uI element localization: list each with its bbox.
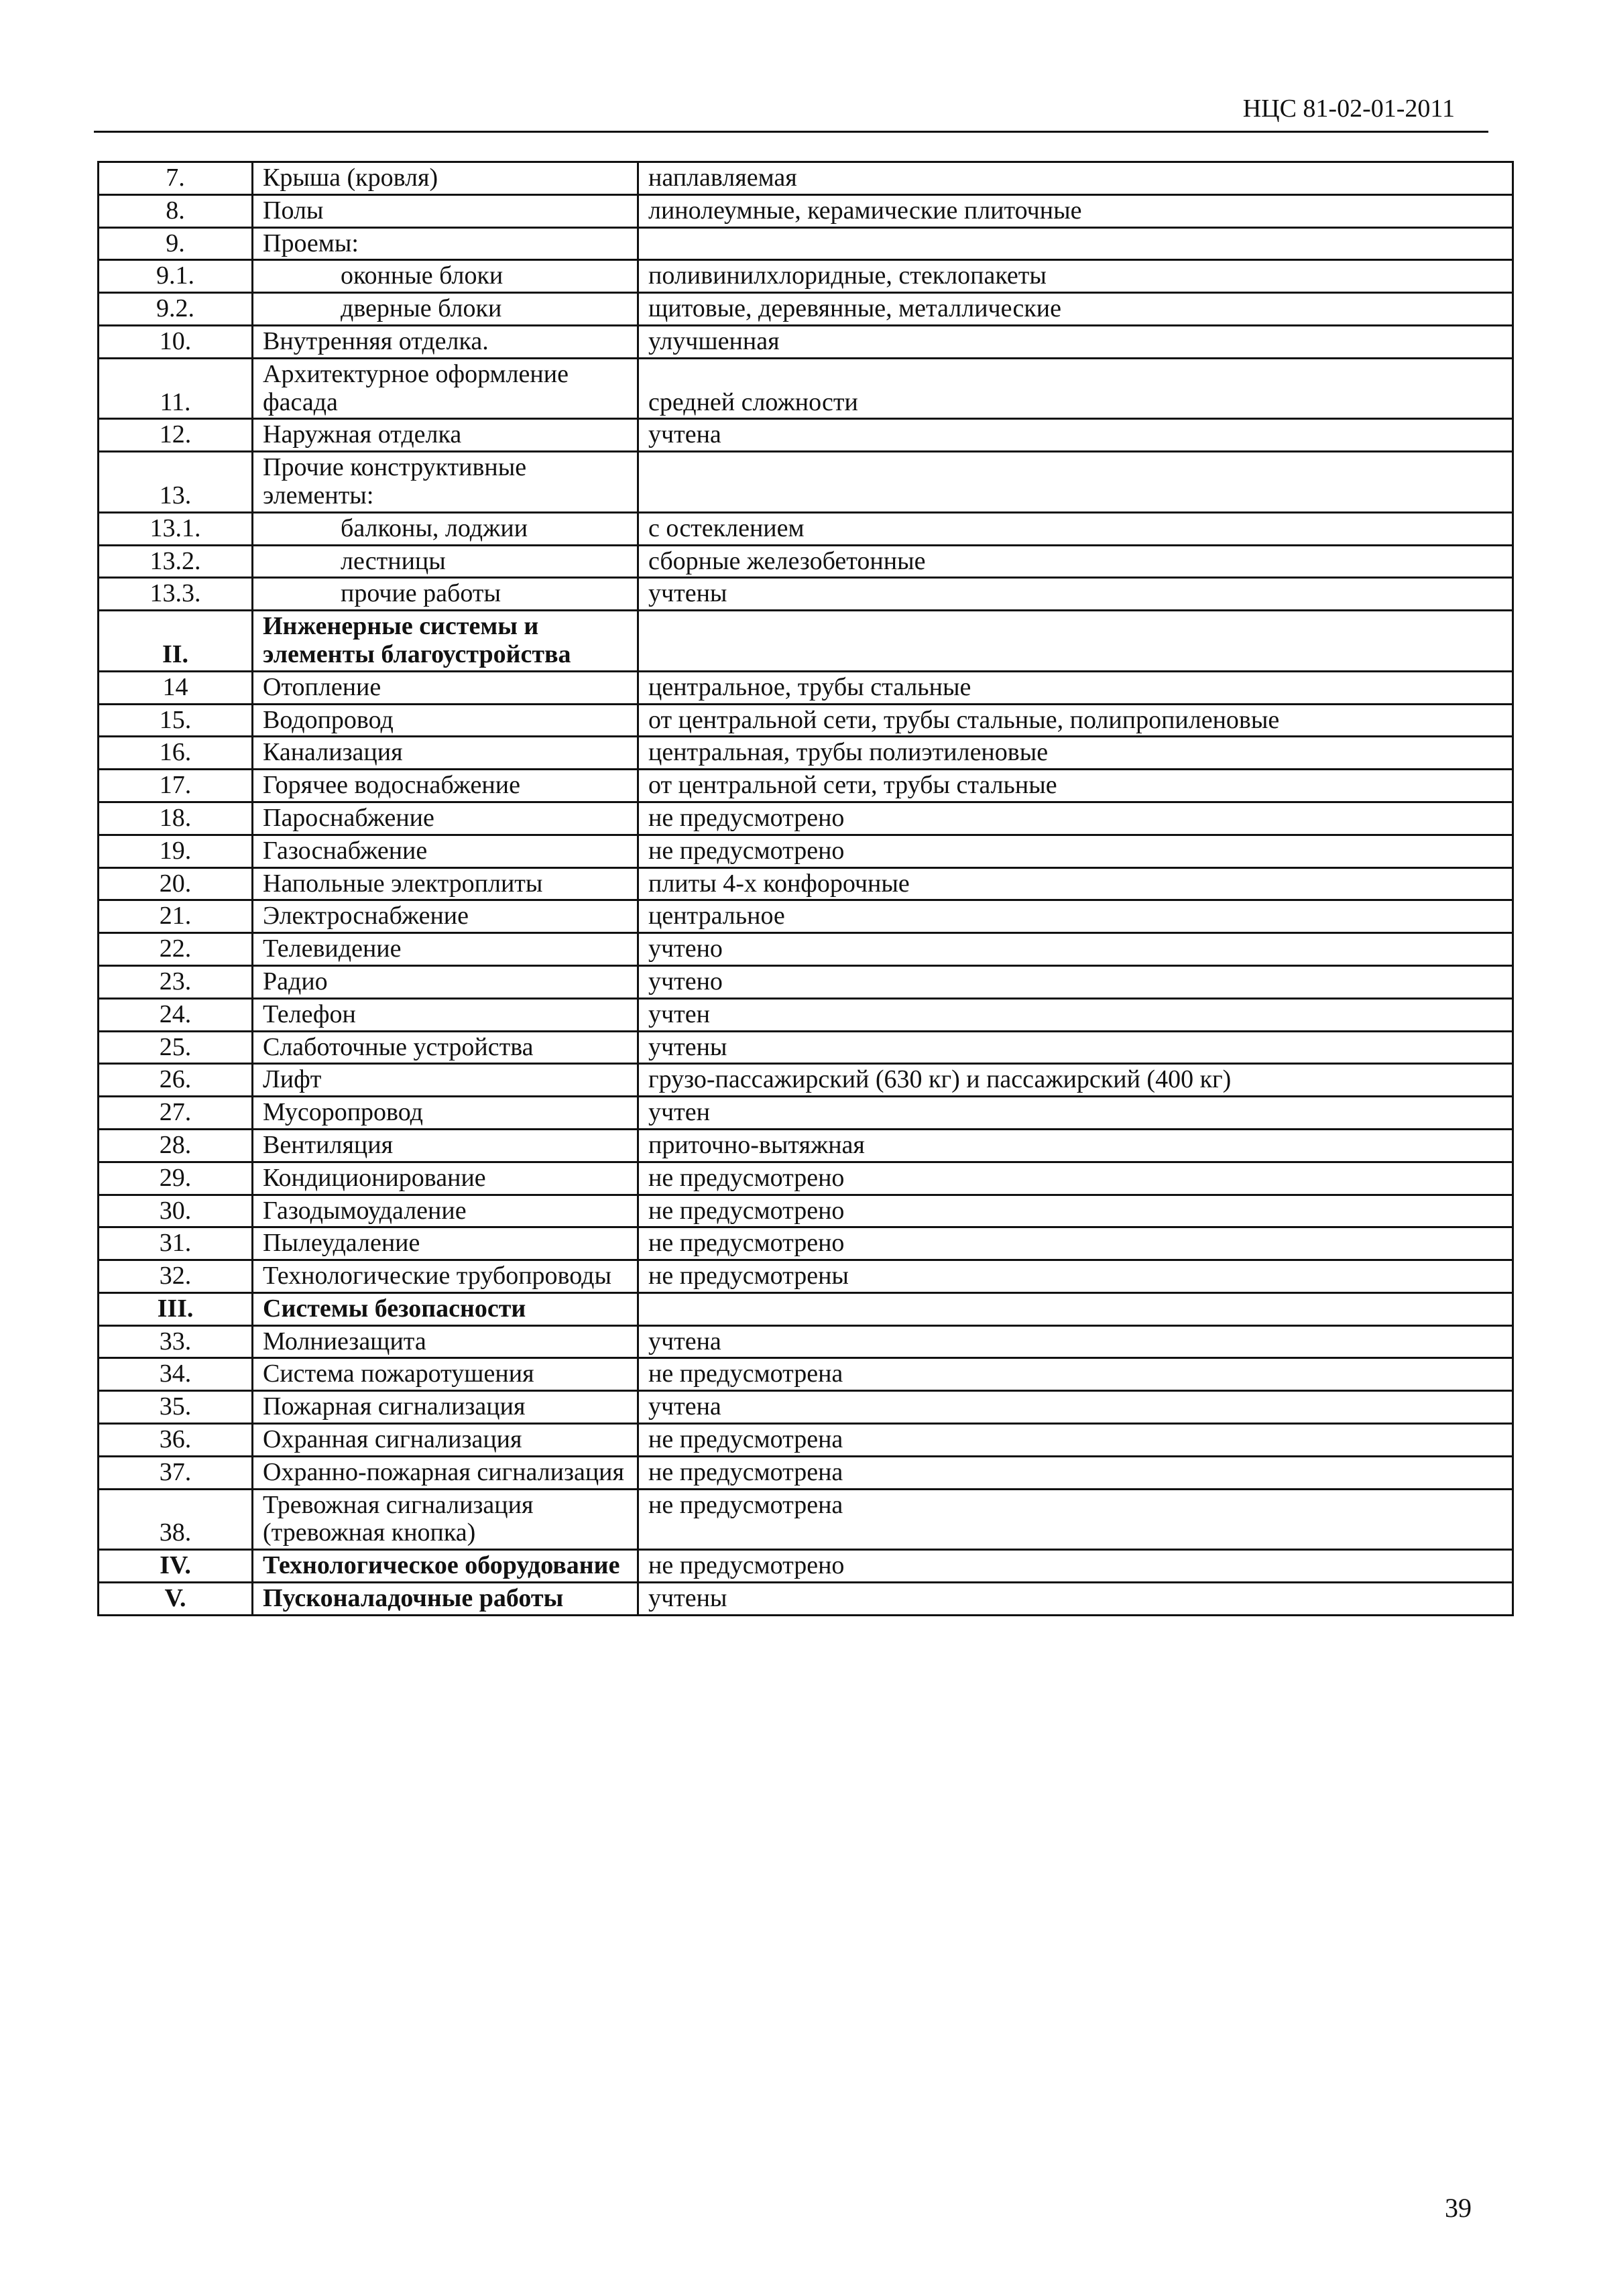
row-number: 14 (99, 671, 253, 704)
item-name: Вентиляция (253, 1129, 638, 1162)
item-value: учтены (638, 1031, 1513, 1064)
item-value: учтен (638, 1097, 1513, 1130)
item-name: Телевидение (253, 933, 638, 966)
row-number: 16. (99, 737, 253, 770)
item-name: Канализация (253, 737, 638, 770)
table-row (99, 293, 1513, 326)
item-value: центральное (638, 900, 1513, 933)
item-name: Пылеудаление (253, 1227, 638, 1260)
item-name: Внутренняя отделка. (253, 325, 638, 358)
item-value: не предусмотрены (638, 1260, 1513, 1293)
row-number: II. (99, 611, 253, 672)
item-name: Охранно-пожарная сигнализация (253, 1456, 638, 1489)
table-row (99, 227, 1513, 260)
item-value: приточно-вытяжная (638, 1129, 1513, 1162)
item-name: оконные блоки (253, 260, 638, 293)
table-row (99, 737, 1513, 770)
item-value: средней сложности (638, 358, 1513, 419)
item-value: учтен (638, 998, 1513, 1031)
item-value: от центральной сети, трубы стальные (638, 770, 1513, 802)
row-number: 27. (99, 1097, 253, 1130)
item-value: поливинилхлоридные, стеклопакеты (638, 260, 1513, 293)
row-number: 9. (99, 227, 253, 260)
table-row (99, 802, 1513, 835)
item-name: Кондиционирование (253, 1162, 638, 1195)
item-name: Пароснабжение (253, 802, 638, 835)
row-number: 25. (99, 1031, 253, 1064)
table-row (99, 1031, 1513, 1064)
item-name: Технологические трубопроводы (253, 1260, 638, 1293)
table-row (99, 1097, 1513, 1130)
item-value: учтена (638, 1325, 1513, 1358)
item-name: Отопление (253, 671, 638, 704)
row-number: V. (99, 1583, 253, 1616)
row-number: 11. (99, 358, 253, 419)
item-name: Телефон (253, 998, 638, 1031)
table-row (99, 965, 1513, 998)
table-row (99, 1292, 1513, 1325)
table-row (99, 1358, 1513, 1391)
table-row (99, 1489, 1513, 1550)
row-number: 24. (99, 998, 253, 1031)
item-name: Напольные электроплиты (253, 867, 638, 900)
table-row (99, 1325, 1513, 1358)
item-name: Технологическое оборудование (253, 1550, 638, 1583)
item-name: дверные блоки (253, 293, 638, 326)
item-value: учтено (638, 933, 1513, 966)
row-number: 12. (99, 419, 253, 452)
table-row (99, 194, 1513, 227)
row-number: 13.3. (99, 578, 253, 611)
row-number: 34. (99, 1358, 253, 1391)
item-name: Мусоропровод (253, 1097, 638, 1130)
item-name: балконы, лоджии (253, 512, 638, 545)
item-name: Системы безопасности (253, 1292, 638, 1325)
table-row (99, 1260, 1513, 1293)
item-name: Слаботочные устройства (253, 1031, 638, 1064)
specification-table-body (99, 162, 1513, 1616)
item-value: наплавляемая (638, 162, 1513, 195)
row-number: 13.2. (99, 545, 253, 578)
item-name: Наружная отделка (253, 419, 638, 452)
table-row (99, 545, 1513, 578)
table-row (99, 998, 1513, 1031)
row-number: 8. (99, 194, 253, 227)
row-number: 28. (99, 1129, 253, 1162)
row-number: 26. (99, 1064, 253, 1097)
row-number: 13.1. (99, 512, 253, 545)
item-value: сборные железобетонные (638, 545, 1513, 578)
table-row (99, 452, 1513, 513)
row-number: 15. (99, 704, 253, 737)
row-number: 29. (99, 1162, 253, 1195)
row-number: 35. (99, 1391, 253, 1424)
table-row (99, 1391, 1513, 1424)
item-value: щитовые, деревянные, металлические (638, 293, 1513, 326)
item-value (638, 452, 1513, 513)
row-number: 10. (99, 325, 253, 358)
item-value: не предусмотрено (638, 802, 1513, 835)
item-value: не предусмотрено (638, 1195, 1513, 1227)
item-value: не предусмотрена (638, 1424, 1513, 1457)
item-value: не предусмотрена (638, 1489, 1513, 1550)
table-row (99, 512, 1513, 545)
row-number: 31. (99, 1227, 253, 1260)
table-row (99, 578, 1513, 611)
table-row (99, 260, 1513, 293)
item-name: Горячее водоснабжение (253, 770, 638, 802)
item-value: центральное, трубы стальные (638, 671, 1513, 704)
item-name: прочие работы (253, 578, 638, 611)
specification-table (97, 161, 1514, 1616)
item-value: не предусмотрено (638, 835, 1513, 867)
row-number: 23. (99, 965, 253, 998)
row-number: 38. (99, 1489, 253, 1550)
item-value: с остеклением (638, 512, 1513, 545)
item-name: Водопровод (253, 704, 638, 737)
item-value: не предусмотрена (638, 1358, 1513, 1391)
row-number: 13. (99, 452, 253, 513)
row-number: III. (99, 1292, 253, 1325)
item-value: не предусмотрена (638, 1456, 1513, 1489)
table-row (99, 1162, 1513, 1195)
table-row (99, 704, 1513, 737)
row-number: 18. (99, 802, 253, 835)
item-name: Инженерные системы и элементы благоустройства (253, 611, 638, 672)
item-name: Электроснабжение (253, 900, 638, 933)
table-row (99, 611, 1513, 672)
table-row (99, 1424, 1513, 1457)
item-value: плиты 4-х конфорочные (638, 867, 1513, 900)
table-row (99, 358, 1513, 419)
table-row (99, 419, 1513, 452)
table-row (99, 1456, 1513, 1489)
table-row (99, 835, 1513, 867)
item-value: учтены (638, 1583, 1513, 1616)
item-value: не предусмотрено (638, 1227, 1513, 1260)
item-name: Газодымоудаление (253, 1195, 638, 1227)
item-value: учтены (638, 578, 1513, 611)
item-value: линолеумные, керамические плиточные (638, 194, 1513, 227)
document-code: НЦС 81-02-01-2011 (1242, 95, 1455, 123)
item-name: Пусконаладочные работы (253, 1583, 638, 1616)
item-name: Пожарная сигнализация (253, 1391, 638, 1424)
row-number: 19. (99, 835, 253, 867)
page-number: 39 (1445, 2193, 1472, 2223)
item-name: Лифт (253, 1064, 638, 1097)
item-name: Система пожаротушения (253, 1358, 638, 1391)
row-number: 9.2. (99, 293, 253, 326)
table-row (99, 933, 1513, 966)
item-value: не предусмотрено (638, 1550, 1513, 1583)
item-name: Прочие конструктивные элементы: (253, 452, 638, 513)
row-number: 9.1. (99, 260, 253, 293)
table-row (99, 867, 1513, 900)
table-row (99, 1227, 1513, 1260)
item-value: центральная, трубы полиэтиленовые (638, 737, 1513, 770)
header-rule (94, 131, 1488, 133)
table-row (99, 1550, 1513, 1583)
item-value: грузо-пассажирский (630 кг) и пассажирский (400 кг) (638, 1064, 1513, 1097)
row-number: 17. (99, 770, 253, 802)
table-row (99, 900, 1513, 933)
row-number: 22. (99, 933, 253, 966)
item-name: Охранная сигнализация (253, 1424, 638, 1457)
row-number: 21. (99, 900, 253, 933)
item-name: Тревожная сигнализация (тревожная кнопка) (253, 1489, 638, 1550)
table-row (99, 162, 1513, 195)
row-number: 30. (99, 1195, 253, 1227)
table-row (99, 1583, 1513, 1616)
row-number: 20. (99, 867, 253, 900)
item-name: Архитектурное оформление фасада (253, 358, 638, 419)
item-value: учтено (638, 965, 1513, 998)
item-name: Проемы: (253, 227, 638, 260)
item-name: Газоснабжение (253, 835, 638, 867)
item-name: Радио (253, 965, 638, 998)
table-row (99, 1195, 1513, 1227)
item-name: Полы (253, 194, 638, 227)
item-name: Молниезащита (253, 1325, 638, 1358)
table-row (99, 671, 1513, 704)
table-row (99, 1129, 1513, 1162)
row-number: 32. (99, 1260, 253, 1293)
item-value: от центральной сети, трубы стальные, полипропиленовые (638, 704, 1513, 737)
item-value: улучшенная (638, 325, 1513, 358)
table-row (99, 770, 1513, 802)
item-value (638, 1292, 1513, 1325)
row-number: 33. (99, 1325, 253, 1358)
item-name: лестницы (253, 545, 638, 578)
row-number: 7. (99, 162, 253, 195)
item-value (638, 611, 1513, 672)
item-value: учтена (638, 1391, 1513, 1424)
row-number: 37. (99, 1456, 253, 1489)
item-value: учтена (638, 419, 1513, 452)
table-row (99, 325, 1513, 358)
item-name: Крыша (кровля) (253, 162, 638, 195)
row-number: IV. (99, 1550, 253, 1583)
table-row (99, 1064, 1513, 1097)
item-value: не предусмотрено (638, 1162, 1513, 1195)
item-value (638, 227, 1513, 260)
row-number: 36. (99, 1424, 253, 1457)
